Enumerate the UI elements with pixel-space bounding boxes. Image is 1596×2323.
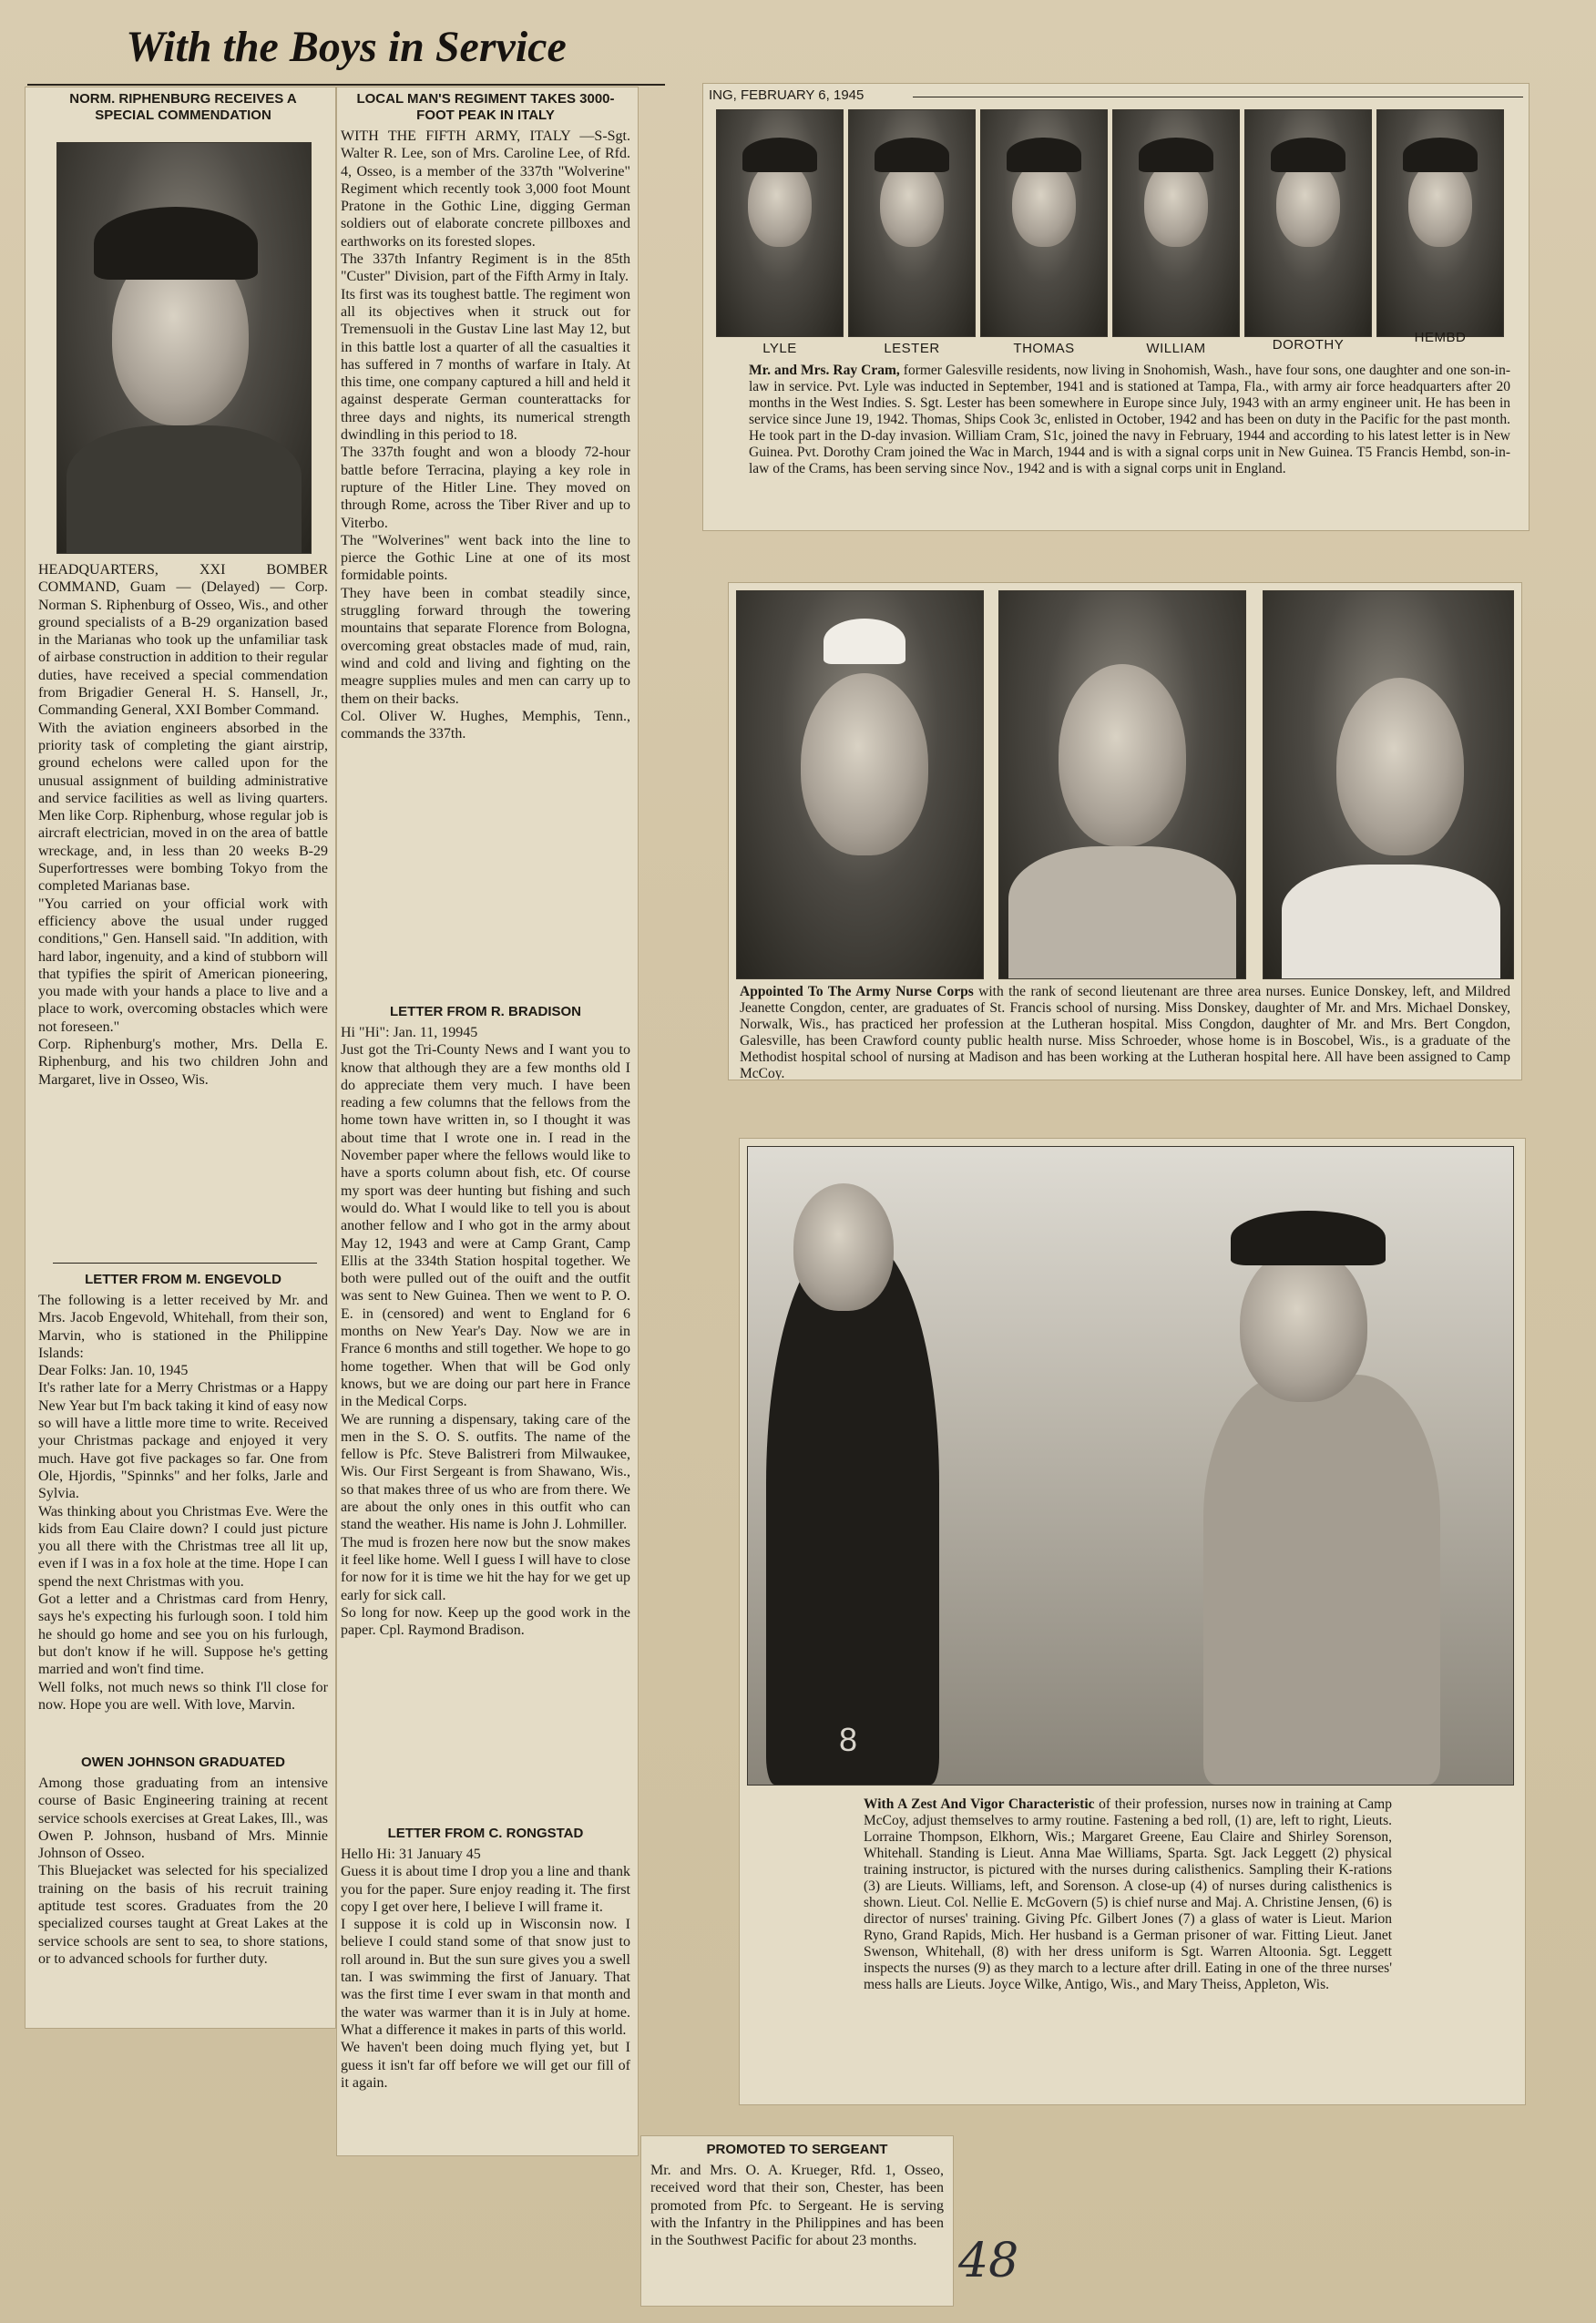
riphenburg-article xyxy=(38,91,328,128)
portrait-face xyxy=(1408,160,1472,247)
divider xyxy=(53,1263,317,1264)
cram-names-row xyxy=(716,330,1518,361)
lee-headline: LOCAL MAN'S REGIMENT TAKES 3000-FOOT PEAK IN ITALY xyxy=(356,91,615,123)
cram-dateline: ING, FEBRUARY 6, 1945 xyxy=(709,87,864,103)
johnson-article xyxy=(38,1755,328,1968)
left-column-clipping xyxy=(26,87,335,2028)
sergeant-face xyxy=(1240,1247,1367,1402)
cram-name-lester: LESTER xyxy=(884,341,940,356)
sergeant-figure xyxy=(1203,1375,1440,1785)
portrait-face xyxy=(1276,160,1340,247)
nurse-cap xyxy=(824,619,905,664)
rongstad-body: Hello Hi: 31 January 45 Guess it is about time I drop you a line and thank you for the paper. Sure enjoy reading it. The first copy I get over here, I believe I will frame it. I suppose it is cold up in Wisconsin now. I believe I could stand some of that snow just to roll around in. But the sun sure gives you a swell tan. I was swimming the first of January. That was the first time I ever swam in that month and the water was warmer than it is in July at home. What a difference it makes in parts of this world. We haven't been doing much flying yet, but I guess it isn't far off before we will get our fill of it again. xyxy=(341,1847,630,2091)
promoted-article xyxy=(650,2142,944,2249)
promoted-clipping xyxy=(641,2136,953,2306)
handwritten-page-number: 48 xyxy=(958,2234,1019,2288)
johnson-headline: OWEN JOHNSON GRADUATED xyxy=(81,1755,285,1770)
photo-number: 8 xyxy=(839,1721,858,1758)
nurse-corps-caption xyxy=(740,984,1510,1080)
cram-name-dorothy: DOROTHY xyxy=(1272,337,1345,353)
riphenburg-portrait-photo xyxy=(56,142,312,554)
cram-name-hembd: HEMBD xyxy=(1414,330,1467,345)
masthead-title: With the Boys in Service xyxy=(126,23,567,71)
portrait-face xyxy=(1012,160,1076,247)
promoted-body: Mr. and Mrs. O. A. Krueger, Rfd. 1, Osseo, received word that their son, Chester, has been promoted from Pfc. to Sergeant. He is serving with the Infantry in the Philippines and has been in the Southwest Pacific for about 23 months. xyxy=(650,2163,944,2249)
johnson-body: Among those graduating from an intensive course of Basic Engineering training at recent service schools exercises at Great Lakes, Ill., was Owen P. Johnson, husband of Mrs. Minnie Johnson of Osseo. This Bluejacket was selected for his specialized training on the basis of his recruit training aptitude test scores. Graduates from the 20 specialized courses taught at Great Lakes at the service schools are sent to sea, to shore stations, or to advanced schools for further duty. xyxy=(38,1776,328,1967)
cram-name-william: WILLIAM xyxy=(1146,341,1206,356)
nurse-face xyxy=(793,1183,894,1311)
zest-caption-lead: With A Zest And Vigor Characteristic xyxy=(864,1796,1095,1812)
riphenburg-body-wrap xyxy=(38,561,328,1089)
cram-portrait-william xyxy=(1112,109,1240,337)
zest-caption xyxy=(864,1796,1392,1993)
nurse-face xyxy=(1336,678,1464,855)
portrait-face xyxy=(880,160,944,247)
engevold-headline: LETTER FROM M. ENGEVOLD xyxy=(85,1272,281,1287)
rongstad-article xyxy=(341,1826,630,2092)
nurse-figure xyxy=(766,1238,939,1785)
cram-name-lyle: LYLE xyxy=(762,341,797,356)
riphenburg-headline: NORM. RIPHENBURG RECEIVES A SPECIAL COMMENDATION xyxy=(69,91,297,123)
zest-vigor-clipping xyxy=(740,1139,1525,2104)
portrait-cap xyxy=(875,138,949,172)
portrait-cap xyxy=(742,138,817,172)
cram-portrait-row xyxy=(716,109,1518,337)
cram-portrait-lester xyxy=(848,109,976,337)
nurse-photo-schroeder xyxy=(1263,590,1514,979)
portrait-cap xyxy=(1139,138,1213,172)
riphenburg-body: HEADQUARTERS, XXI BOMBER COMMAND, Guam — (Delayed) — Corp. Norman S. Riphenburg of Osseo, Wis., and other ground specialists of a B-29 organization based in the Marianas who took up the unfamiliar task of airbase construction in addition to their regular duties, have received a special commendation from Brigadier General H. S. Hansell, Jr., Commanding General, XXI Bomber Command. With the aviation engineers absorbed in the priority task of completing the giant airstrip, ground echelons were called upon for the unusual assignment of building administrative and service facilities as well as living quarters. Men like Corp. Riphenburg, whose regular job is aircraft electrician, moved in on the area of battle wreckage, and, in less than 20 weeks B-29 Superfortresses were bombing Tokyo from the completed Marianas base. "You carried on your official work with efficiency above the usual under rugged conditions," Gen. Hansell said. "In addition, with hard labor, ingenuity, and a kind of stubborn will that typifies the spirit of American pioneering, you made with your hands a place to live and a place to work, overcoming obstacles which were not foreseen." Corp. Riphenburg's mother, Mrs. Della E. Riphenburg, and his two children John and Margaret, live in Osseo, Wis. xyxy=(38,562,328,1088)
rongstad-headline: LETTER FROM C. RONGSTAD xyxy=(387,1826,584,1841)
cram-portrait-dorothy xyxy=(1244,109,1372,337)
nurse-face xyxy=(801,673,928,855)
lee-body: WITH THE FIFTH ARMY, ITALY —S-Sgt. Walter R. Lee, son of Mrs. Caroline Lee, of Rfd. 4, Osseo, is a member of the 337th "Wolverine" Regiment which recently took 3,000 foot Mount Pratone in the Gothic Line, digging German soldiers out of elaborate concrete pillboxes and earthworks on its forested slopes. The 337th Infantry Regiment is in the 85th "Custer" Division, part of the Fifth Army in Italy. Its first was its toughest battle. The regiment won all its objectives when it struck out for Tremensuoli in the Gustav Line last May 12, but in this battle lost a quarter of all the casualties it has suffered in 7 months of warfare in Italy. At this time, one company captured a hill and held it against desperate German counterattacks for three days and nights, its numerical strength dwindling in this period to 18. The 337th fought and won a bloody 72-hour battle before Terracina, playing a key role in rupture of the Hitler Line. They moved on through Rome, across the Tiber River and up to Viterbo. The "Wolverines" went back into the line to pierce the Gothic Line at one of its most formidable points. They have been in combat steadily since, struggling forward through the towering mountains that separate Florence from Bologna, overcoming great obstacles made of mud, rain, wind and cold and living and fighting on the meagre supplies mules and men can carry up to them on their backs. Col. Oliver W. Hughes, Memphis, Tenn., commands the 337th. xyxy=(341,128,630,742)
nurse-corps-caption-lead: Appointed To The Army Nurse Corps xyxy=(740,984,974,999)
portrait-cap xyxy=(1403,138,1478,172)
cram-caption-text: former Galesville residents, now living in Snohomish, Wash., have four sons, one daughter and one son-in-law in service. Pvt. Lyle was inducted in September, 1941 and is stationed at Tampa, Fla., with army air force headquarters after 20 months in the West Indies. S. Sgt. Lester has been somewhere in Europe since July, 1943 with an army engineer unit. He has been in service since June 19, 1942. Thomas, Ships Cook 3c, enlisted in October, 1942 and has been on duty in the Pacific for the past month. He took part in the D-day invasion. William Cram, S1c, joined the navy in February, 1944 and according to his latest letter is in New Guinea. Pvt. Dorothy Cram joined the Wac in March, 1944 and is with a signal corps unit in New Guinea. T5 Francis Hembd, son-in-law of the Crams, has been serving since Nov., 1942 and is with a signal corps unit in England. xyxy=(749,363,1510,476)
portrait-face xyxy=(1144,160,1208,247)
bradison-article xyxy=(341,1004,630,1639)
zest-caption-text: of their profession, nurses now in training at Camp McCoy, adjust themselves to army routine. Fastening a bed roll, (1) are, left to right, Lieuts. Lorraine Thompson, Elkhorn, Wis.; Margaret Greene, Eau Claire and Shirley Sorenson, Whitehall. Standing is Lieut. Anna Mae Williams, Sparta. Sgt. Jack Leggett (2) physical training instructor, is pictured with the nurses during calisthenics. Sampling their K-rations (3) are Lieuts. Williams, left, and Sorenson. A close-up (4) of nurses during calisthenics is shown. Lieut. Col. Nellie E. McGovern (5) is chief nurse and Maj. A. Christine Jensen, (6) is director of nurses' training. Giving Pfc. Gilbert Jones (7) a glass of water is Lieut. Marion Ryno, Grand Rapids, Mich. Her husband is a German prisoner of war. Fitting Lieut. Janet Swenson, Whitehall, (8) with her dress uniform is Sgt. Warren Altoonia. Sgt. Leggett inspects the nurses (9) as they march to a lecture after drill. Eating in one of the three nurses' mess halls are Lieuts. Joyce Wilke, Antigo, Wis., and Mary Theiss, Appleton, Wis. xyxy=(864,1796,1392,1992)
cram-caption xyxy=(749,363,1510,477)
nurse-photo-donskey xyxy=(736,590,984,979)
promoted-headline: PROMOTED TO SERGEANT xyxy=(706,2142,888,2157)
middle-column-clipping xyxy=(337,87,638,2155)
sergeant-cap xyxy=(1231,1211,1386,1265)
nurse-corps-clipping xyxy=(729,583,1521,1080)
portrait-cap xyxy=(1271,138,1345,172)
cram-caption-lead: Mr. and Mrs. Ray Cram, xyxy=(749,363,900,378)
bradison-headline: LETTER FROM R. BRADISON xyxy=(390,1004,581,1019)
portrait-cap xyxy=(1007,138,1081,172)
portrait-uniform xyxy=(66,425,302,553)
cram-family-clipping xyxy=(703,84,1529,530)
portrait-face xyxy=(748,160,812,247)
cram-portrait-hembd xyxy=(1376,109,1504,337)
portrait-cap xyxy=(94,207,258,280)
training-photo xyxy=(747,1146,1514,1786)
cram-portrait-lyle xyxy=(716,109,844,337)
cram-name-thomas: THOMAS xyxy=(1013,341,1075,356)
cram-portrait-thomas xyxy=(980,109,1108,337)
nurse-face xyxy=(1059,664,1186,846)
lee-article xyxy=(341,91,630,742)
nurse-collar xyxy=(1282,865,1500,978)
engevold-body: The following is a letter received by Mr. and Mrs. Jacob Engevold, Whitehall, from their son, Marvin, who is stationed in the Philippine Islands: Dear Folks: Jan. 10, 1945 It's rather late for a Merry Christmas or a Happy New Year but I'm back taking it kind of easy now so will have a little more time to write. Received your Christmas package and enjoyed it very much. Have got five packages so far. One from Ole, Hjordis, "Spinnks" and her folks, Jarle and Sylvia. Was thinking about you Christmas Eve. Were the kids from Eau Claire down? I could just picture you all there with the Christmas tree all lit up, even if I was in a fox hole at the time. Hope I can spend the next Christmas with you. Got a letter and a Christmas card from Henry, says he's expecting his furlough soon. I told him he should go home and see you on his furlough, but don't know if he will. Suppose he's getting married and won't find time. Well folks, not much news so think I'll close for now. Hope you are well. With love, Marvin. xyxy=(38,1293,328,1713)
masthead-rule xyxy=(27,84,665,86)
bradison-body: Hi "Hi": Jan. 11, 19945 Just got the Tri-County News and I want you to know that although they are a few months old I do appreciate them very much. I have been reading a few columns that the fellows from the home town have written in, so I thought it was about time that I wrote one in. I read in the November paper where the fellows would like to have a sports column about fish, etc. Of course my sport was deer hunting but fishing and such would do. What I would like to tell you is about another fellow and I who got in the army about May 12, 1943 and were at Camp Grant, Camp Ellis at the 334th Station hospital together. We both were pulled out of the ouift and the outfit was sent to New Guinea. Then we went to P. O. E. in (censored) and went to England for 6 months on New Year's Day. Now we are in France 6 months and still together. We hope to go home together. When that will be God only knows, but we are doing our part here in France in the Medical Corps. We are running a dispensary, taking care of the men in the S. O. S. outfits. The name of the fellow is Pfc. Steve Balistreri from Milwaukee, Wis. Our First Sergeant is from Shawano, Wis., so that makes three of us who are from there. We are about the only ones in this outfit who can stand the weather. His name is John J. Lohmiller. The mud is frozen here now but the snow makes it feel like home. Well I guess I will have to close for now for it is time we hit the hay for we get up early for sick call. So long for now. Keep up the good work in the paper. Cpl. Raymond Bradison. xyxy=(341,1025,630,1639)
nurse-photo-congdon xyxy=(998,590,1246,979)
nurse-sweater xyxy=(1008,846,1236,978)
nurse-corps-caption-text: with the rank of second lieutenant are three area nurses. Eunice Donskey, left, and Mildred Jeanette Congdon, center, are graduates of St. Francis school of nursing. Miss Donskey, daughter of Mr. and Mrs. Michael Donskey, Norwalk, Wis., has practiced her profession at the Lutheran hospital. Miss Congdon, daughter of Mr. and Mrs. Bert Congdon, Galesville, has been Crawford county public health nurse. Miss Schroeder, whose home is in Boscobel, Wis., is a graduate of the Methodist hospital school of nursing at Madison and has been working at the Lutheran hospital here. All have been assigned to Camp McCoy. xyxy=(740,984,1510,1080)
engevold-article xyxy=(38,1272,328,1714)
